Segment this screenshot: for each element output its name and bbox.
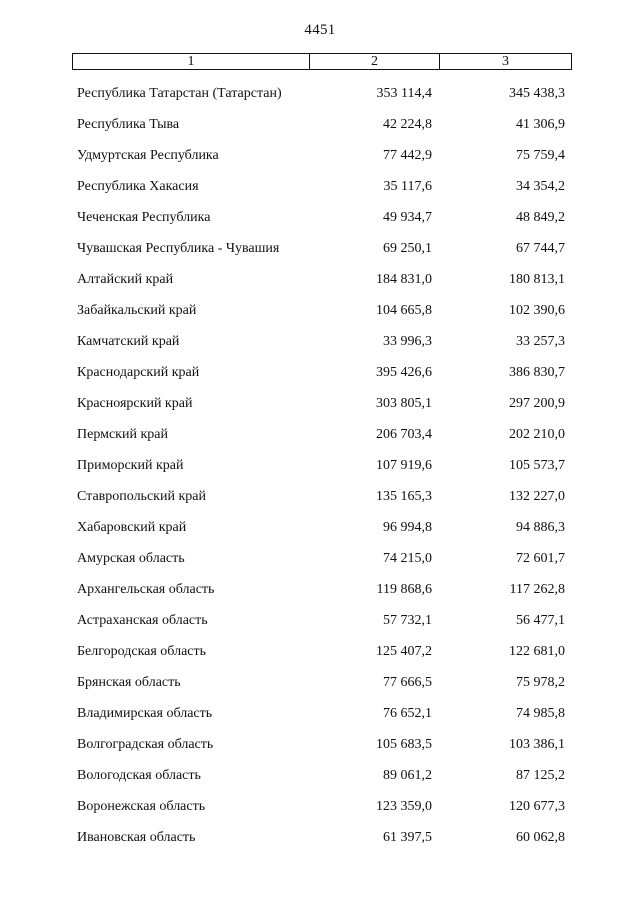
region-name: Белгородская область: [77, 644, 207, 659]
table-row: [0, 425, 640, 456]
table-row: [0, 735, 640, 766]
value-col-3: 202 210,0: [509, 427, 565, 442]
table-row: [0, 549, 640, 580]
value-col-2: 96 994,8: [383, 520, 432, 535]
value-col-3: 67 744,7: [516, 241, 565, 256]
value-col-3: 345 438,3: [509, 86, 565, 101]
table-row: [0, 673, 640, 704]
value-col-3: 120 677,3: [509, 799, 565, 814]
region-name: Амурская область: [77, 551, 185, 566]
value-col-3: 297 200,9: [509, 396, 565, 411]
value-col-3: 33 257,3: [516, 334, 565, 349]
value-col-2: 303 805,1: [376, 396, 432, 411]
table-row: [0, 177, 640, 208]
region-name: Республика Хакасия: [77, 179, 199, 194]
value-col-3: 117 262,8: [509, 582, 565, 597]
region-name: Архангельская область: [77, 582, 215, 597]
value-col-3: 48 849,2: [516, 210, 565, 225]
table-row: [0, 270, 640, 301]
region-name: Вологодская область: [77, 768, 201, 783]
region-name: Красноярский край: [77, 396, 193, 411]
table-row: [0, 580, 640, 611]
region-name: Алтайский край: [77, 272, 174, 287]
table-row: [0, 828, 640, 859]
value-col-2: 184 831,0: [376, 272, 432, 287]
table-row: [0, 766, 640, 797]
table-row: [0, 456, 640, 487]
value-col-2: 77 666,5: [383, 675, 432, 690]
value-col-3: 103 386,1: [509, 737, 565, 752]
value-col-2: 135 165,3: [376, 489, 432, 504]
region-name: Приморский край: [77, 458, 184, 473]
table-row: [0, 239, 640, 270]
value-col-2: 104 665,8: [376, 303, 432, 318]
value-col-2: 35 117,6: [383, 179, 432, 194]
region-name: Астраханская область: [77, 613, 208, 628]
value-col-3: 94 886,3: [516, 520, 565, 535]
table-row: [0, 146, 640, 177]
value-col-2: 57 732,1: [383, 613, 432, 628]
value-col-3: 386 830,7: [509, 365, 565, 380]
region-name: Республика Татарстан (Татарстан): [77, 86, 282, 101]
region-name: Республика Тыва: [77, 117, 180, 132]
region-name: Брянская область: [77, 675, 181, 690]
value-col-3: 41 306,9: [516, 117, 565, 132]
region-name: Хабаровский край: [77, 520, 187, 535]
value-col-3: 132 227,0: [509, 489, 565, 504]
value-col-3: 72 601,7: [516, 551, 565, 566]
table-row: [0, 84, 640, 115]
region-name: Забайкальский край: [77, 303, 197, 318]
value-col-3: 34 354,2: [516, 179, 565, 194]
value-col-3: 102 390,6: [509, 303, 565, 318]
value-col-3: 75 978,2: [516, 675, 565, 690]
value-col-2: 42 224,8: [383, 117, 432, 132]
table-row: [0, 487, 640, 518]
value-col-3: 105 573,7: [509, 458, 565, 473]
table-row: [0, 332, 640, 363]
header-col-3: 3: [502, 54, 509, 69]
value-col-2: 77 442,9: [383, 148, 432, 163]
value-col-2: 74 215,0: [383, 551, 432, 566]
table-row: [0, 642, 640, 673]
table-row: [0, 611, 640, 642]
value-col-2: 107 919,6: [376, 458, 432, 473]
value-col-2: 395 426,6: [376, 365, 432, 380]
value-col-3: 87 125,2: [516, 768, 565, 783]
region-name: Воронежская область: [77, 799, 206, 814]
region-name: Волгоградская область: [77, 737, 214, 752]
table-row: [0, 363, 640, 394]
region-name: Пермский край: [77, 427, 168, 442]
region-name: Удмуртская Республика: [77, 148, 219, 163]
value-col-3: 122 681,0: [509, 644, 565, 659]
table-row: [0, 115, 640, 146]
table-row: [0, 797, 640, 828]
region-name: Ставропольский край: [77, 489, 206, 504]
region-name: Камчатский край: [77, 334, 180, 349]
value-col-2: 353 114,4: [376, 86, 432, 101]
table-row: [0, 394, 640, 425]
value-col-3: 56 477,1: [516, 613, 565, 628]
value-col-2: 105 683,5: [376, 737, 432, 752]
value-col-2: 125 407,2: [376, 644, 432, 659]
header-col-1: 1: [73, 54, 310, 69]
table-row: [0, 208, 640, 239]
table-row: [0, 301, 640, 332]
value-col-3: 60 062,8: [516, 830, 565, 845]
value-col-3: 74 985,8: [516, 706, 565, 721]
region-name: Краснодарский край: [77, 365, 200, 380]
region-name: Владимирская область: [77, 706, 213, 721]
value-col-2: 119 868,6: [376, 582, 432, 597]
value-col-2: 33 996,3: [383, 334, 432, 349]
table-header: [72, 53, 572, 70]
table-body: [0, 84, 640, 859]
value-col-3: 180 813,1: [509, 272, 565, 287]
header-col-2: 2: [310, 54, 440, 69]
region-name: Чеченская Республика: [77, 210, 211, 225]
table-row: [0, 704, 640, 735]
value-col-2: 123 359,0: [376, 799, 432, 814]
value-col-3: 75 759,4: [516, 148, 565, 163]
value-col-2: 69 250,1: [383, 241, 432, 256]
value-col-2: 89 061,2: [383, 768, 432, 783]
value-col-2: 206 703,4: [376, 427, 432, 442]
region-name: Ивановская область: [77, 830, 196, 845]
value-col-2: 49 934,7: [383, 210, 432, 225]
table-row: [0, 518, 640, 549]
value-col-2: 76 652,1: [383, 706, 432, 721]
region-name: Чувашская Республика - Чувашия: [77, 241, 280, 256]
page-number: 4451: [304, 22, 336, 38]
value-col-2: 61 397,5: [383, 830, 432, 845]
